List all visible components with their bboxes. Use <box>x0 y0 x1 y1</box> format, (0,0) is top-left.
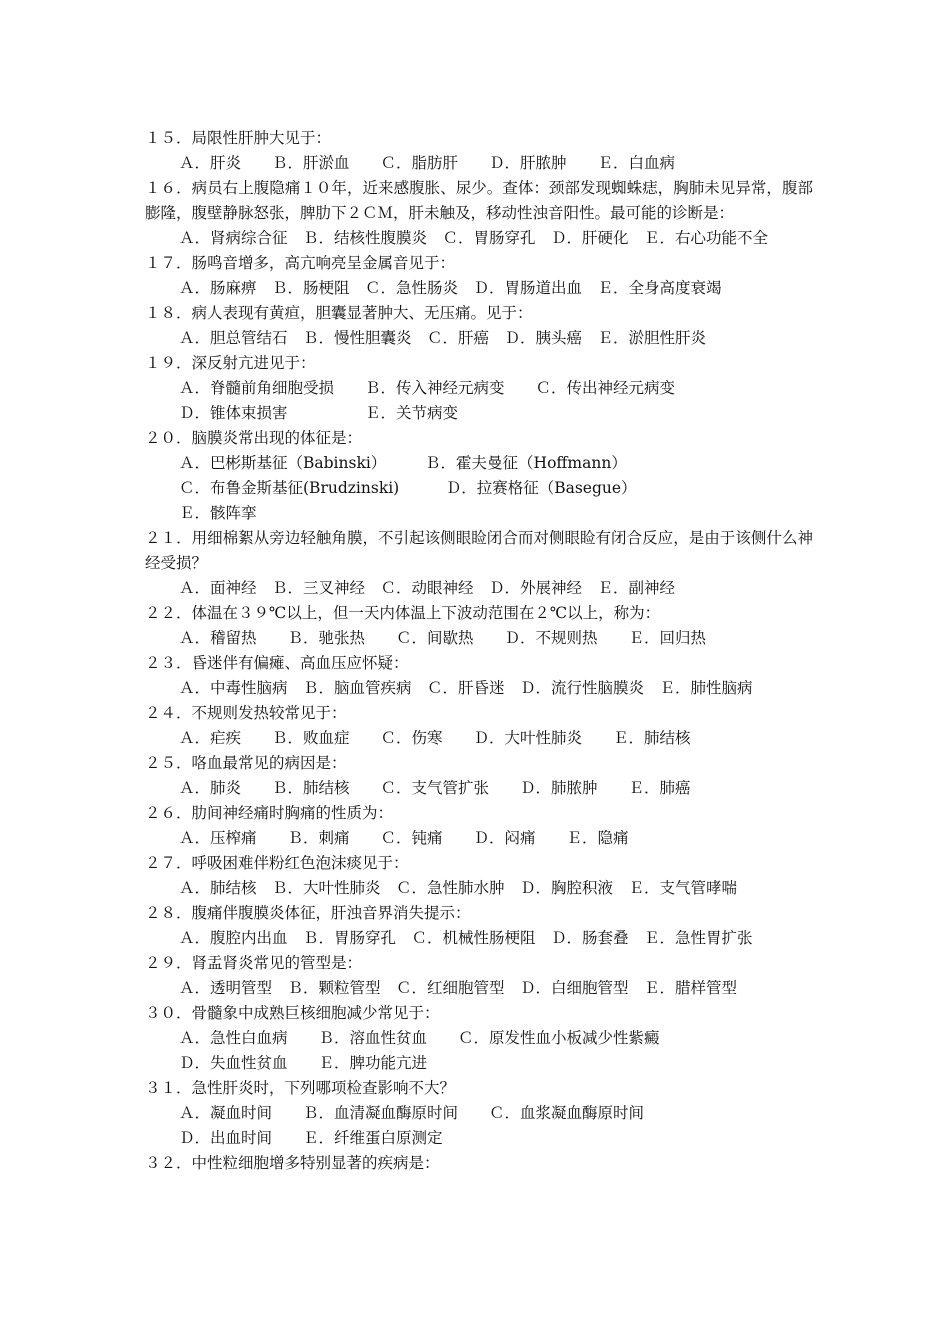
question-stem: ２４．不规则发热较常见于： <box>145 704 347 722</box>
question-list <box>145 126 813 1176</box>
answer-options: Ａ．稽留热 Ｂ．驰张热 Ｃ．间歇热 Ｄ．不规则热 Ｅ．回归热 <box>179 629 707 647</box>
answer-options: Ａ．中毒性脑病 Ｂ．脑血管疾病 Ｃ．肝昏迷 Ｄ．流行性脑膜炎 Ｅ．肺性脑病 <box>179 679 753 697</box>
answer-options: Ａ．透明管型 Ｂ．颗粒管型 Ｃ．红细胞管型 Ｄ．白细胞管型 Ｅ．腊样管型 <box>179 979 738 997</box>
answer-options: Ａ．压榨痛 Ｂ．刺痛 Ｃ．钝痛 Ｄ．闷痛 Ｅ．隐痛 <box>179 829 629 847</box>
question-stem: １８．病人表现有黄疸，胆囊显著肿大、无压痛。见于： <box>145 304 533 322</box>
answer-options: Ａ．肝炎 Ｂ．肝淤血 Ｃ．脂肪肝 Ｄ．肝脓肿 Ｅ．白血病 <box>179 154 676 172</box>
question-stem: ３２．中性粒细胞增多特别显著的疾病是： <box>145 1154 440 1172</box>
answer-options: Ｄ．出血时间 Ｅ．纤维蛋白原测定 <box>179 1129 443 1147</box>
question-stem: ２８．腹痛伴腹膜炎体征，肝浊音界消失提示： <box>145 904 471 922</box>
question-stem: １５．局限性肝肿大见于： <box>145 129 332 147</box>
question-stem: ２１．用细棉絮从旁边轻触角膜，不引起该侧眼睑闭合而对侧眼睑有闭合反应，是由于该侧什么神经受损？ <box>145 529 813 572</box>
question-stem: ２５．咯血最常见的病因是： <box>145 754 347 772</box>
question-stem: ２６．肋间神经痛时胸痛的性质为： <box>145 804 394 822</box>
answer-options: Ｃ．布鲁金斯基征(Brudzinski) Ｄ．拉赛格征（Basegue） <box>179 479 637 497</box>
answer-options: Ａ．急性白血病 Ｂ．溶血性贫血 Ｃ．原发性血小板减少性紫癜 <box>179 1029 660 1047</box>
question-stem: ２０．脑膜炎常出现的体征是： <box>145 429 363 447</box>
question-stem: ３１．急性肝炎时，下列哪项检查影响不大？ <box>145 1079 456 1097</box>
answer-options: Ａ．腹腔内出血 Ｂ．胃肠穿孔 Ｃ．机械性肠梗阻 Ｄ．肠套叠 Ｅ．急性胃扩张 <box>179 929 753 947</box>
answer-options: Ａ．疟疾 Ｂ．败血症 Ｃ．伤寒 Ｄ．大叶性肺炎 Ｅ．肺结核 <box>179 729 691 747</box>
answer-options: Ｄ．失血性贫血 Ｅ．脾功能亢进 <box>179 1054 428 1072</box>
question-stem: ２３．昏迷伴有偏瘫、高血压应怀疑： <box>145 654 409 672</box>
answer-options: Ａ．肺结核 Ｂ．大叶性肺炎 Ｃ．急性肺水肿 Ｄ．胸腔积液 Ｅ．支气管哮喘 <box>179 879 738 897</box>
answer-options: Ａ．脊髓前角细胞受损 Ｂ．传入神经元病变 Ｃ．传出神经元病变 <box>179 379 676 397</box>
question-stem: １９．深反射亢进见于： <box>145 354 316 372</box>
answer-options: Ａ．凝血时间 Ｂ．血清凝血酶原时间 Ｃ．血浆凝血酶原时间 <box>179 1104 645 1122</box>
question-stem: ３０．骨髓象中成熟巨核细胞减少常见于： <box>145 1004 440 1022</box>
answer-options: Ａ．面神经 Ｂ．三叉神经 Ｃ．动眼神经 Ｄ．外展神经 Ｅ．副神经 <box>179 579 676 597</box>
answer-options: Ａ．巴彬斯基征（Babinski） Ｂ．霍夫曼征（Hoffmann） <box>179 454 627 472</box>
question-stem: ２９．肾盂肾炎常见的管型是： <box>145 954 363 972</box>
answer-options: Ａ．肠麻痹 Ｂ．肠梗阻 Ｃ．急性肠炎 Ｄ．胃肠道出血 Ｅ．全身高度衰竭 <box>179 279 722 297</box>
answer-options: Ａ．胆总管结石 Ｂ．慢性胆囊炎 Ｃ．肝癌 Ｄ．胰头癌 Ｅ．淤胆性肝炎 <box>179 329 707 347</box>
question-stem: ２７．呼吸困难伴粉红色泡沫痰见于： <box>145 854 409 872</box>
answer-options: Ｅ．骸阵挛 <box>179 504 257 522</box>
question-stem: ２２．体温在３９℃以上，但一天内体温上下波动范围在２℃以上，称为： <box>145 604 661 622</box>
answer-options: Ｄ．锥体束损害 Ｅ．关节病变 <box>179 404 459 422</box>
question-stem: １７．肠鸣音增多，高亢响亮呈金属音见于： <box>145 254 456 272</box>
answer-options: Ａ．肺炎 Ｂ．肺结核 Ｃ．支气管扩张 Ｄ．肺脓肿 Ｅ．肺癌 <box>179 779 691 797</box>
question-stem: １６．病员右上腹隐痛１０年，近来感腹胀、尿少。查体：颈部发现蜘蛛痣，胸肺未见异常，腹部膨隆，腹壁静脉怒张，脾肋下２ＣＭ，肝未触及，移动性浊音阳性。最可能的诊断是： <box>145 179 813 222</box>
answer-options: Ａ．肾病综合征 Ｂ．结核性腹膜炎 Ｃ．胃肠穿孔 Ｄ．肝硬化 Ｅ．右心功能不全 <box>179 229 769 247</box>
